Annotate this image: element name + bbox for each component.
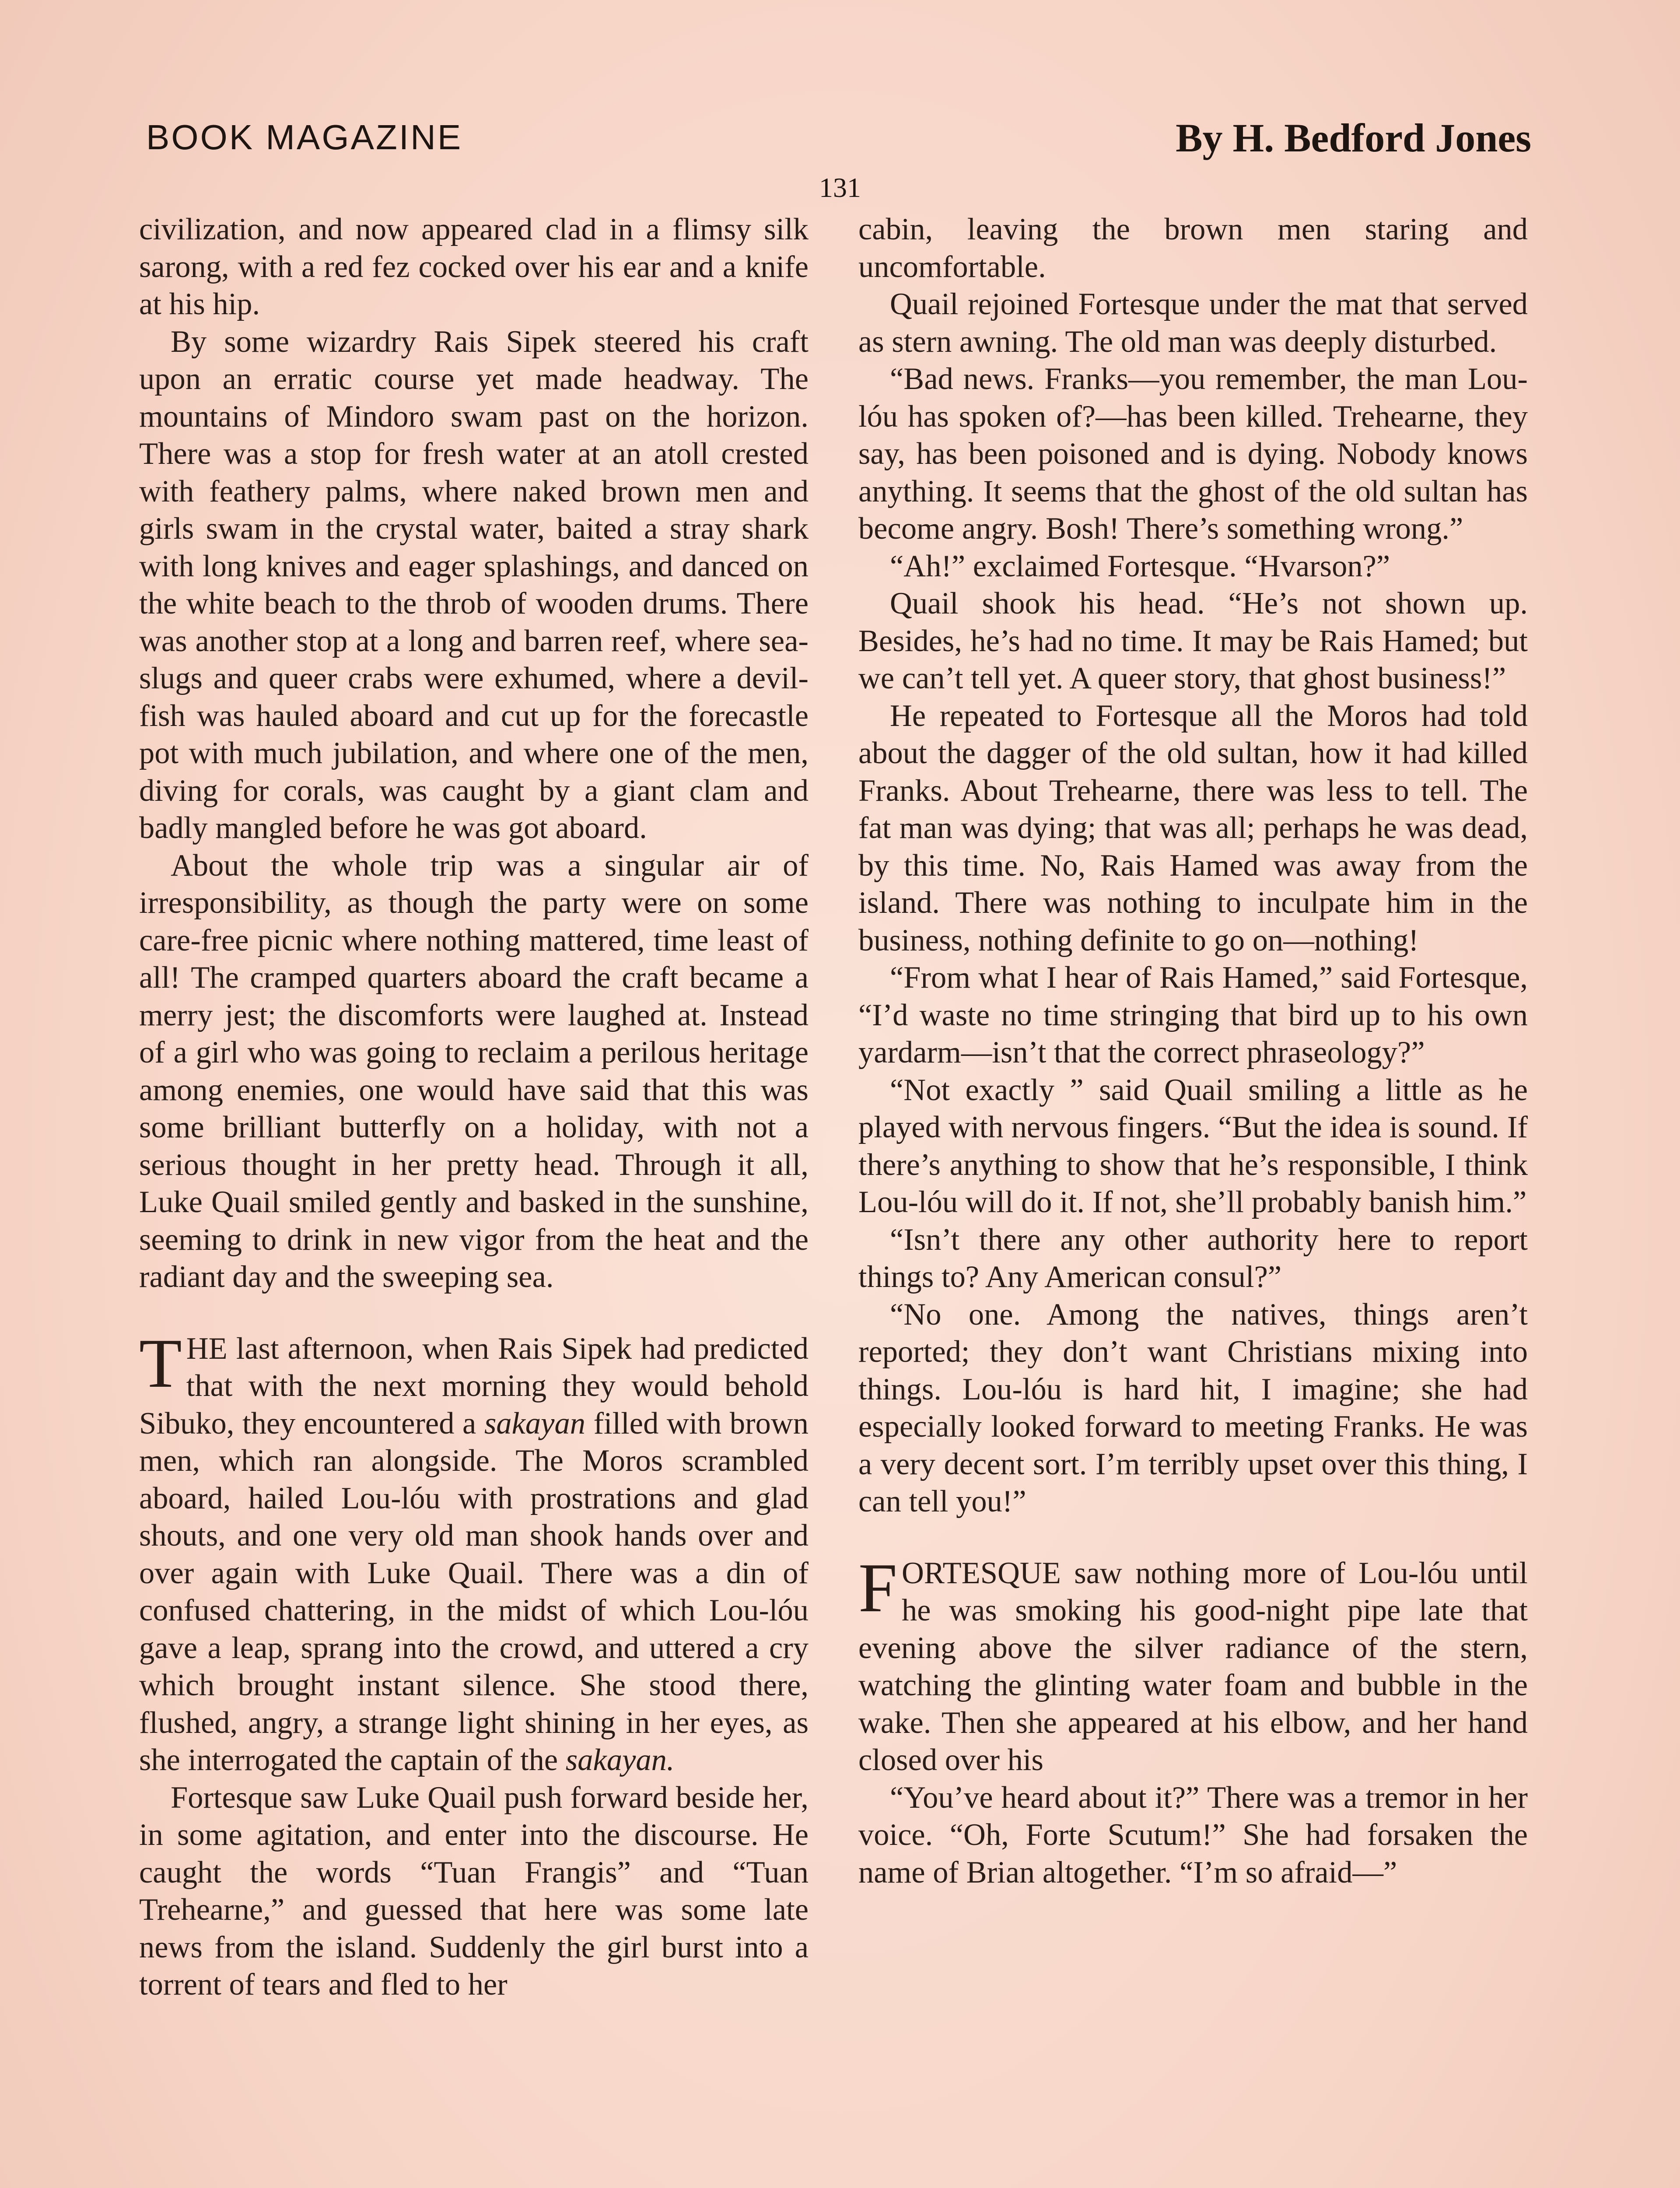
paragraph-text: ORTESQUE saw nothing more of Lou-lóu until he was smoking his good-night pipe late that evening above the silver radiance of the stern, watching the glinting water foam and bubble in the wake. Then she appeared at his elbow, and her hand closed over his <box>858 1556 1528 1777</box>
paragraph: “Not exactly ” said Quail smiling a little as he played with nervous fingers. “But the idea is sound. If there’s anything to show that he’s responsible, I think Lou-lóu will do it. If not, she’ll probably banish him.” <box>858 1073 1528 1219</box>
drop-cap: T <box>139 1324 182 1402</box>
paragraph: By some wizardry Rais Sipek steered his craft upon an erratic course yet made headway. The mountains of Mindoro swam past on the horizon. There was a stop for fresh water at an atoll crested with feathery palms, where naked brown men and girls swam in the crystal water, baited a stray shark with long knives and eager splashings, and danced on the white beach to the throb of wooden drums. There was another stop at a long and barren reef, where sea-slugs and queer crabs were exhumed, where a devil-fish was hauled aboard and cut up for the forecastle pot with much jubilation, and where one of the men, diving for corals, was caught by a giant clam and badly mangled before he was got aboard. <box>139 324 808 845</box>
paragraph: Quail shook his head. “He’s not shown up. Besides, he’s had no time. It may be Rais Hamed; but we can’t tell yet. A queer story, that ghost business!” <box>858 586 1528 695</box>
paragraph: “Isn’t there any other authority here to report things to? Any American consul?” <box>858 1222 1528 1294</box>
paragraph: “Ah!” exclaimed Fortesque. “Hvarson?” <box>890 549 1390 583</box>
right-column <box>858 211 1528 1891</box>
paragraph: “From what I hear of Rais Hamed,” said Fortesque, “I’d waste no time stringing that bird up to his own yardarm—isn’t that the correct phraseology?” <box>858 961 1528 1069</box>
paragraph: civilization, and now appeared clad in a flimsy silk sarong, with a red fez cocked over his ear and a knife at his hip. <box>139 212 808 321</box>
left-column <box>139 211 808 2004</box>
italic-word: sakayan. <box>565 1743 675 1777</box>
magazine-title: BOOK MAGAZINE <box>146 118 463 157</box>
paragraph: Quail rejoined Fortesque under the mat that served as stern awning. The old man was deeply disturbed. <box>858 287 1528 359</box>
paragraph-text: filled with brown men, which ran alongside. The Moros scrambled aboard, hailed Lou-lóu with prostrations and glad shouts, and one very old man shook hands over and over again with Luke Quail. There was a din of confused chattering, in the midst of which Lou-lóu gave a leap, sprang into the crowd, and uttered a cry which brought instant silence. She stood there, flushed, angry, a strange light shining in her eyes, as she interrogated the captain of the <box>139 1406 808 1777</box>
paragraph: “You’ve heard about it?” There was a tremor in her voice. “Oh, Forte Scutum!” She had forsaken the name of Brian altogether. “I’m so afraid—” <box>858 1780 1528 1890</box>
paragraph: About the whole trip was a singular air of irresponsibility, as though the party were on some care-free picnic where nothing mattered, time least of all! The cramped quarters aboard the craft became a merry jest; the discomforts were laughed at. Instead of a girl who was going to reclaim a perilous heritage among enemies, one would have said that this was some brilliant butterfly on a holiday, with not a serious thought in her pretty head. Through it all, Luke Quail smiled gently and basked in the sunshine, seeming to drink in new vigor from the heat and the radiant day and the sweeping sea. <box>139 848 808 1294</box>
paragraph: “Bad news. Franks—you remember, the man Lou-lóu has spoken of?—has been killed. Trehearne, they say, has been poisoned and is dying. Nobody knows anything. It seems that the ghost of the old sultan has become angry. Bosh! There’s something wrong.” <box>858 362 1528 546</box>
paragraph: cabin, leaving the brown men staring and uncomfortable. <box>858 212 1528 284</box>
paragraph: “No one. Among the natives, things aren’t reported; they don’t want Christians mixing into things. Lou-lóu is hard hit, I imagine; she had especially looked forward to meeting Franks. He was a very decent sort. I’m terribly upset over this thing, I can tell you!” <box>858 1297 1528 1518</box>
author-byline: By H. Bedford Jones <box>1176 116 1531 160</box>
paragraph-text: HE last afternoon, when Rais Sipek had predicted that with the next morning they would behold Sibuko, they encountered a <box>139 1331 808 1441</box>
page-number: 131 <box>819 172 861 203</box>
italic-word: sakayan <box>484 1406 585 1441</box>
section-paragraph <box>858 1548 1528 1779</box>
drop-cap: F <box>858 1548 897 1627</box>
section-paragraph <box>139 1324 808 1779</box>
paragraph: He repeated to Fortesque all the Moros had told about the dagger of the old sultan, how it had killed Franks. About Trehearne, there was less to tell. The fat man was dying; that was all; perhaps he was dead, by this time. No, Rais Hamed was away from the island. There was nothing to inculpate him in the business, nothing definite to go on—nothing! <box>858 698 1528 957</box>
paragraph: Fortesque saw Luke Quail push forward beside her, in some agitation, and enter into the discourse. He caught the words “Tuan Frangis” and “Tuan Trehearne,” and guessed that here was some late news from the island. Suddenly the girl burst into a torrent of tears and fled to her <box>139 1780 808 2002</box>
